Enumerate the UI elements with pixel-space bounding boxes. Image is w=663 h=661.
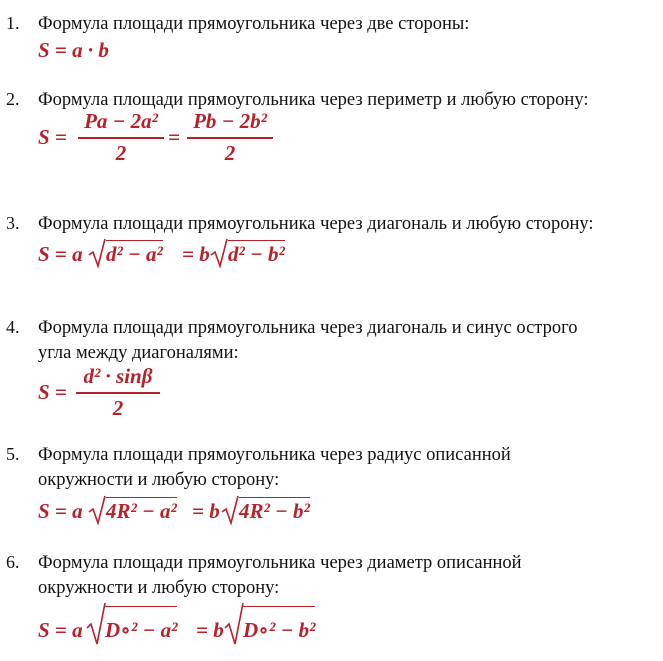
item-number: 6. <box>6 552 20 572</box>
equals-sign: = <box>168 125 180 149</box>
item-number: 1. <box>6 13 20 33</box>
formula-4-fraction <box>76 364 160 421</box>
formula-5-lhs: S = a <box>38 499 83 523</box>
numerator: d² · sinβ <box>83 364 153 388</box>
radical-sign <box>88 495 106 525</box>
formula-4-lhs: S = <box>38 380 67 404</box>
radical-sign <box>221 495 239 525</box>
formula-2-fraction-2 <box>187 109 273 166</box>
radical-sign <box>210 238 228 268</box>
formula-6-lhs: S = a <box>38 618 83 642</box>
item-title: Формула площади прямоугольника через две стороны: <box>38 14 470 34</box>
radical-sign <box>88 238 106 268</box>
radical-sign <box>86 602 106 646</box>
denominator: 2 <box>112 395 124 420</box>
formula-6-mid: = b <box>196 618 224 642</box>
formula-5-radicand-1: 4R² − a² <box>106 499 177 523</box>
item-title-line-2: окружности и любую сторону: <box>38 578 280 598</box>
item-title: Формула площади прямоугольника через диагональ и любую сторону: <box>38 214 594 234</box>
formula-3-mid: = b <box>182 242 210 266</box>
fraction-bar <box>78 137 164 139</box>
formula-5-mid: = b <box>192 499 220 523</box>
item-number: 5. <box>6 444 20 464</box>
formula-3-lhs: S = a <box>38 242 83 266</box>
numerator: Pa − 2a² <box>84 109 158 133</box>
formula-5-radicand-2: 4R² − b² <box>239 499 310 523</box>
item-title-line-1: Формула площади прямоугольника через диагональ и синус острого <box>38 318 578 338</box>
denominator: 2 <box>224 140 236 165</box>
item-title-line-1: Формула площади прямоугольника через радиус описанной <box>38 445 511 465</box>
numerator: Pb − 2b² <box>193 109 267 133</box>
formula-2-fraction-1 <box>78 109 164 166</box>
formula-1: S = a · b <box>38 38 109 62</box>
item-title: Формула площади прямоугольника через периметр и любую сторону: <box>38 90 589 110</box>
item-title-line-1: Формула площади прямоугольника через диаметр описанной <box>38 553 522 573</box>
item-title-line-2: угла между диагоналями: <box>38 343 239 363</box>
item-title-line-2: окружности и любую сторону: <box>38 470 280 490</box>
radical-sign <box>224 602 244 646</box>
fraction-bar <box>76 392 160 394</box>
formula-6-radicand-1: D∘² − a² <box>105 606 177 643</box>
formula-3-radicand-1: d² − a² <box>106 242 163 266</box>
fraction-bar <box>187 137 273 139</box>
denominator: 2 <box>115 140 127 165</box>
item-number: 2. <box>6 89 20 109</box>
formula-2-lhs: S = <box>38 125 67 149</box>
item-number: 4. <box>6 317 20 337</box>
formula-6-radicand-2: D∘² − b² <box>243 606 315 643</box>
item-number: 3. <box>6 213 20 233</box>
formula-3-radicand-2: d² − b² <box>228 242 285 266</box>
